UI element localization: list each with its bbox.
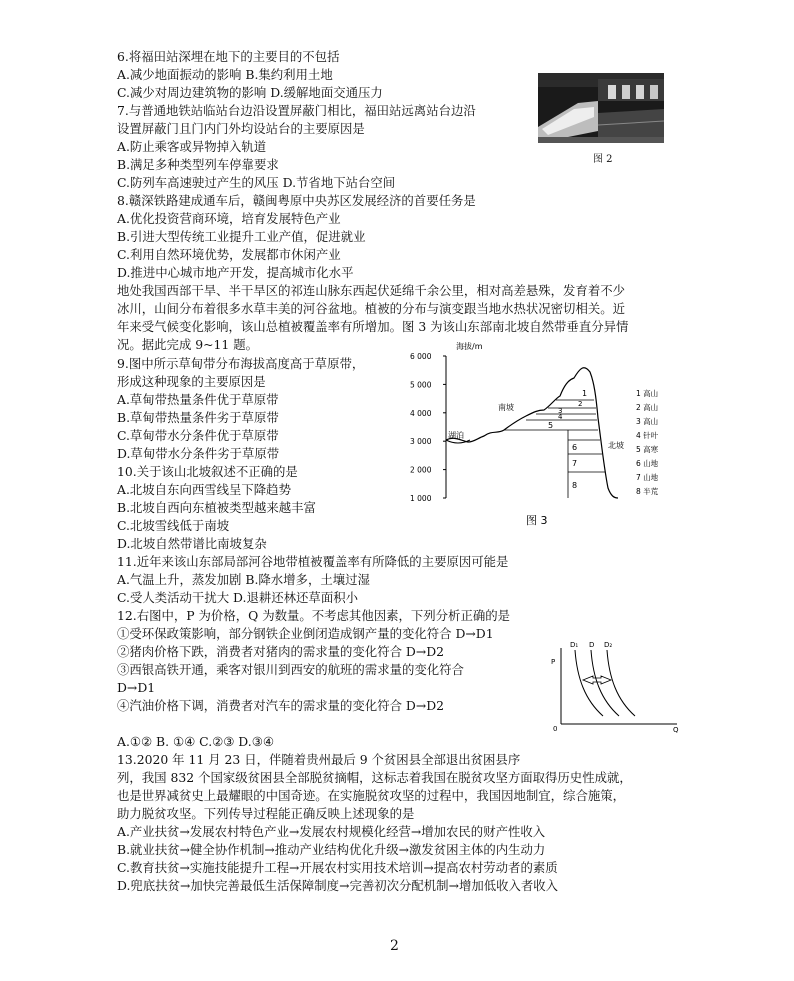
q8-stem: 8.赣深铁路建成通车后，赣闽粤原中央苏区发展经济的首要任务是 bbox=[117, 193, 476, 208]
pq-label-d: D bbox=[589, 641, 595, 649]
pq-p-label: P bbox=[551, 658, 556, 666]
fig3-tick-label: 2 000 bbox=[410, 465, 432, 475]
fig3-tick-label: 3 000 bbox=[410, 437, 432, 447]
fig3-lake-shape bbox=[446, 440, 470, 443]
passage-line-2: 冰川，山间分布着很多水草丰美的河谷盆地。植被的分布与演变跟当地水热状况密切相关。近 bbox=[117, 301, 626, 316]
q12-item-3-cont: D→D1 bbox=[117, 680, 156, 695]
fig3-legend-2: 2 高山 bbox=[636, 403, 659, 412]
fig3-legend-6: 6 山地 bbox=[636, 459, 659, 468]
pq-curve-d2 bbox=[607, 650, 635, 716]
q10-stem: 10.关于该山北坡叙述不正确的是 bbox=[117, 464, 298, 479]
fig3-ticks bbox=[410, 352, 446, 503]
pq-origin-label: 0 bbox=[553, 725, 558, 733]
fig3-zone-8: 8 bbox=[572, 481, 578, 490]
q9-stem-2: 形成这种现象的主要原因是 bbox=[117, 374, 266, 389]
passage-line-3: 年来受气候变化影响，该山总植被覆盖率有所增加。图 3 为该山东部南北坡自然带垂直分异情 bbox=[117, 319, 629, 334]
figure-2-caption: 图 2 bbox=[593, 154, 613, 165]
fig3-zone-7: 7 bbox=[572, 459, 578, 468]
q9-option-a: A.草甸带热量条件优于草原带 bbox=[117, 392, 279, 407]
q10-option-c: C.北坡雪线低于南坡 bbox=[117, 518, 230, 533]
q7-option-a: A.防止乘客或异物掉入轨道 bbox=[117, 139, 267, 154]
fig3-north-label: 北坡 bbox=[608, 441, 624, 450]
q13-stem-4: 助力脱贫攻坚。下列传导过程能正确反映上述现象的是 bbox=[117, 806, 415, 821]
q11-options-ab: A.气温上升，蒸发加剧 B.降水增多，土壤过湿 bbox=[117, 572, 370, 587]
pq-curve-d bbox=[591, 650, 619, 716]
q13-stem-2: 列，我国 832 个国家级贫困县全部脱贫摘帽，这标志着我国在脱贫攻坚方面取得历史性成就， bbox=[117, 770, 632, 785]
fig3-tick-label: 1 000 bbox=[410, 494, 432, 503]
q8-option-c: C.利用自然环境优势，发展都市休闲产业 bbox=[117, 247, 341, 262]
q8-option-d: D.推进中心城市地产开发，提高城市化水平 bbox=[117, 265, 354, 280]
fig3-south-label: 南坡 bbox=[498, 403, 514, 412]
fig3-lake-label: 湖泊 bbox=[448, 431, 464, 440]
q13-option-c: C.教育扶贫→实施技能提升工程→开展农村实用技术培训→提高农村劳动者的素质 bbox=[117, 860, 558, 875]
fig3-zone-1: 1 bbox=[582, 389, 588, 398]
fig3-tick-label: 6 000 bbox=[410, 352, 432, 361]
q10-option-d: D.北坡自然带谱比南坡复杂 bbox=[117, 536, 267, 551]
q11-stem: 11.近年来该山东部局部河谷地带植被覆盖率有所降低的主要原因可能是 bbox=[117, 554, 509, 569]
q11-options-cd: C.受人类活动干扰大 D.退耕还林还草面积小 bbox=[117, 590, 358, 605]
q13-stem-1: 13.2020 年 11 月 23 日，伴随着贵州最后 9 个贫困县全部退出贫困县序 bbox=[117, 752, 521, 767]
fig3-legend-3: 3 高山 bbox=[636, 417, 659, 426]
fig3-zone-4: 4 bbox=[558, 413, 563, 421]
fig3-zone-6: 6 bbox=[572, 443, 578, 452]
q12-item-3: ③西银高铁开通，乘客对银川到西安的航班的需求量的变化符合 bbox=[117, 662, 464, 677]
fig3-legend-8: 8 半荒 bbox=[636, 487, 659, 496]
q7-option-b: B.满足多种类型列车停靠要求 bbox=[117, 157, 279, 172]
figure-2-photo bbox=[538, 73, 664, 143]
q7-stem-2: 设置屏蔽门且门内门外均设站台的主要原因是 bbox=[117, 121, 365, 136]
q9-option-c: C.草甸带水分条件优于草原带 bbox=[117, 428, 279, 443]
fig3-legend-4: 4 针叶 bbox=[636, 431, 659, 440]
q10-option-b: B.北坡自西向东植被类型越来越丰富 bbox=[117, 500, 316, 515]
q13-option-a: A.产业扶贫→发展农村特色产业→发展农村规模化经营→增加农民的财产性收入 bbox=[117, 824, 546, 839]
q13-option-d: D.兜底扶贫→加快完善最低生活保障制度→完善初次分配机制→增加低收入者收入 bbox=[117, 878, 559, 893]
fig3-tick-label: 5 000 bbox=[410, 380, 432, 390]
q13-stem-3: 也是世界减贫史上最耀眼的中国奇迹。在实施脱贫攻坚的过程中，我国因地制宜，综合施策， bbox=[117, 788, 626, 803]
fig3-caption: 图 3 bbox=[526, 514, 548, 527]
q6-options-cd: C.减少对周边建筑物的影响 D.缓解地面交通压力 bbox=[117, 85, 383, 100]
q9-stem-1: 9.图中所示草甸带分布海拔高度高于草原带， bbox=[117, 356, 365, 371]
pq-label-d1: D₁ bbox=[570, 641, 579, 649]
fig3-zone-5: 5 bbox=[548, 421, 554, 430]
page-number: 2 bbox=[390, 938, 399, 954]
fig3-mountain-profile bbox=[446, 368, 618, 498]
q6-stem: 6.将福田站深埋在地下的主要目的不包括 bbox=[117, 49, 340, 64]
pq-q-label: Q bbox=[673, 726, 679, 734]
passage-line-4: 况。据此完成 9~11 题。 bbox=[117, 337, 259, 352]
q12-stem: 12.右图中，P 为价格，Q 为数量。不考虑其他因素，下列分析正确的是 bbox=[117, 608, 511, 623]
q7-stem-1: 7.与普通地铁站临站台边沿设置屏蔽门相比，福田站远离站台边沿 bbox=[117, 103, 476, 118]
q12-item-4: ④汽油价格下调，消费者对汽车的需求量的变化符合 D→D2 bbox=[117, 698, 445, 713]
passage-line-1: 地处我国西部干旱、半干旱区的祁连山脉东西起伏延绵千余公里，相对高差悬殊，发育着不少 bbox=[117, 283, 626, 298]
q8-option-a: A.优化投资营商环境，培育发展特色产业 bbox=[117, 211, 341, 226]
q8-option-b: B.引进大型传统工业提升工业产值，促进就业 bbox=[117, 229, 366, 244]
pq-curve-d1 bbox=[575, 650, 603, 716]
fig3-axis-title: 海拔/m bbox=[456, 342, 483, 351]
q6-options-ab: A.减少地面振动的影响 B.集约利用土地 bbox=[117, 67, 333, 82]
fig3-zone-2: 2 bbox=[578, 400, 583, 408]
q12-item-1: ①受环保政策影响，部分钢铁企业倒闭造成钢产量的变化符合 D→D1 bbox=[117, 626, 494, 641]
q7-options-cd: C.防列车高速驶过产生的风压 D.节省地下站台空间 bbox=[117, 175, 396, 190]
q10-option-a: A.北坡自东向西雪线呈下降趋势 bbox=[117, 482, 291, 497]
q9-option-b: B.草甸带热量条件劣于草原带 bbox=[117, 410, 279, 425]
q12-options: A.①② B. ①④ C.②③ D.③④ bbox=[117, 734, 274, 749]
figure-3-chart bbox=[408, 338, 684, 530]
q12-item-2: ②猪肉价格下跌，消费者对猪肉的需求量的变化符合 D→D2 bbox=[117, 644, 445, 659]
figure-demand-curves bbox=[545, 638, 685, 734]
fig3-legend-5: 5 高寒 bbox=[636, 445, 659, 454]
q9-option-d: D.草甸带水分条件劣于草原带 bbox=[117, 446, 280, 461]
fig3-zone-3: 3 bbox=[558, 407, 563, 415]
fig3-legend-7: 7 山地 bbox=[636, 473, 659, 482]
q13-option-b: B.就业扶贫→健全协作机制→推动产业结构优化升级→激发贫困主体的内生动力 bbox=[117, 842, 546, 857]
fig3-legend bbox=[636, 388, 659, 496]
pq-label-d2: D₂ bbox=[604, 641, 613, 649]
fig3-legend-1: 1 高山 bbox=[636, 389, 659, 398]
fig3-tick-label: 4 000 bbox=[410, 408, 432, 418]
